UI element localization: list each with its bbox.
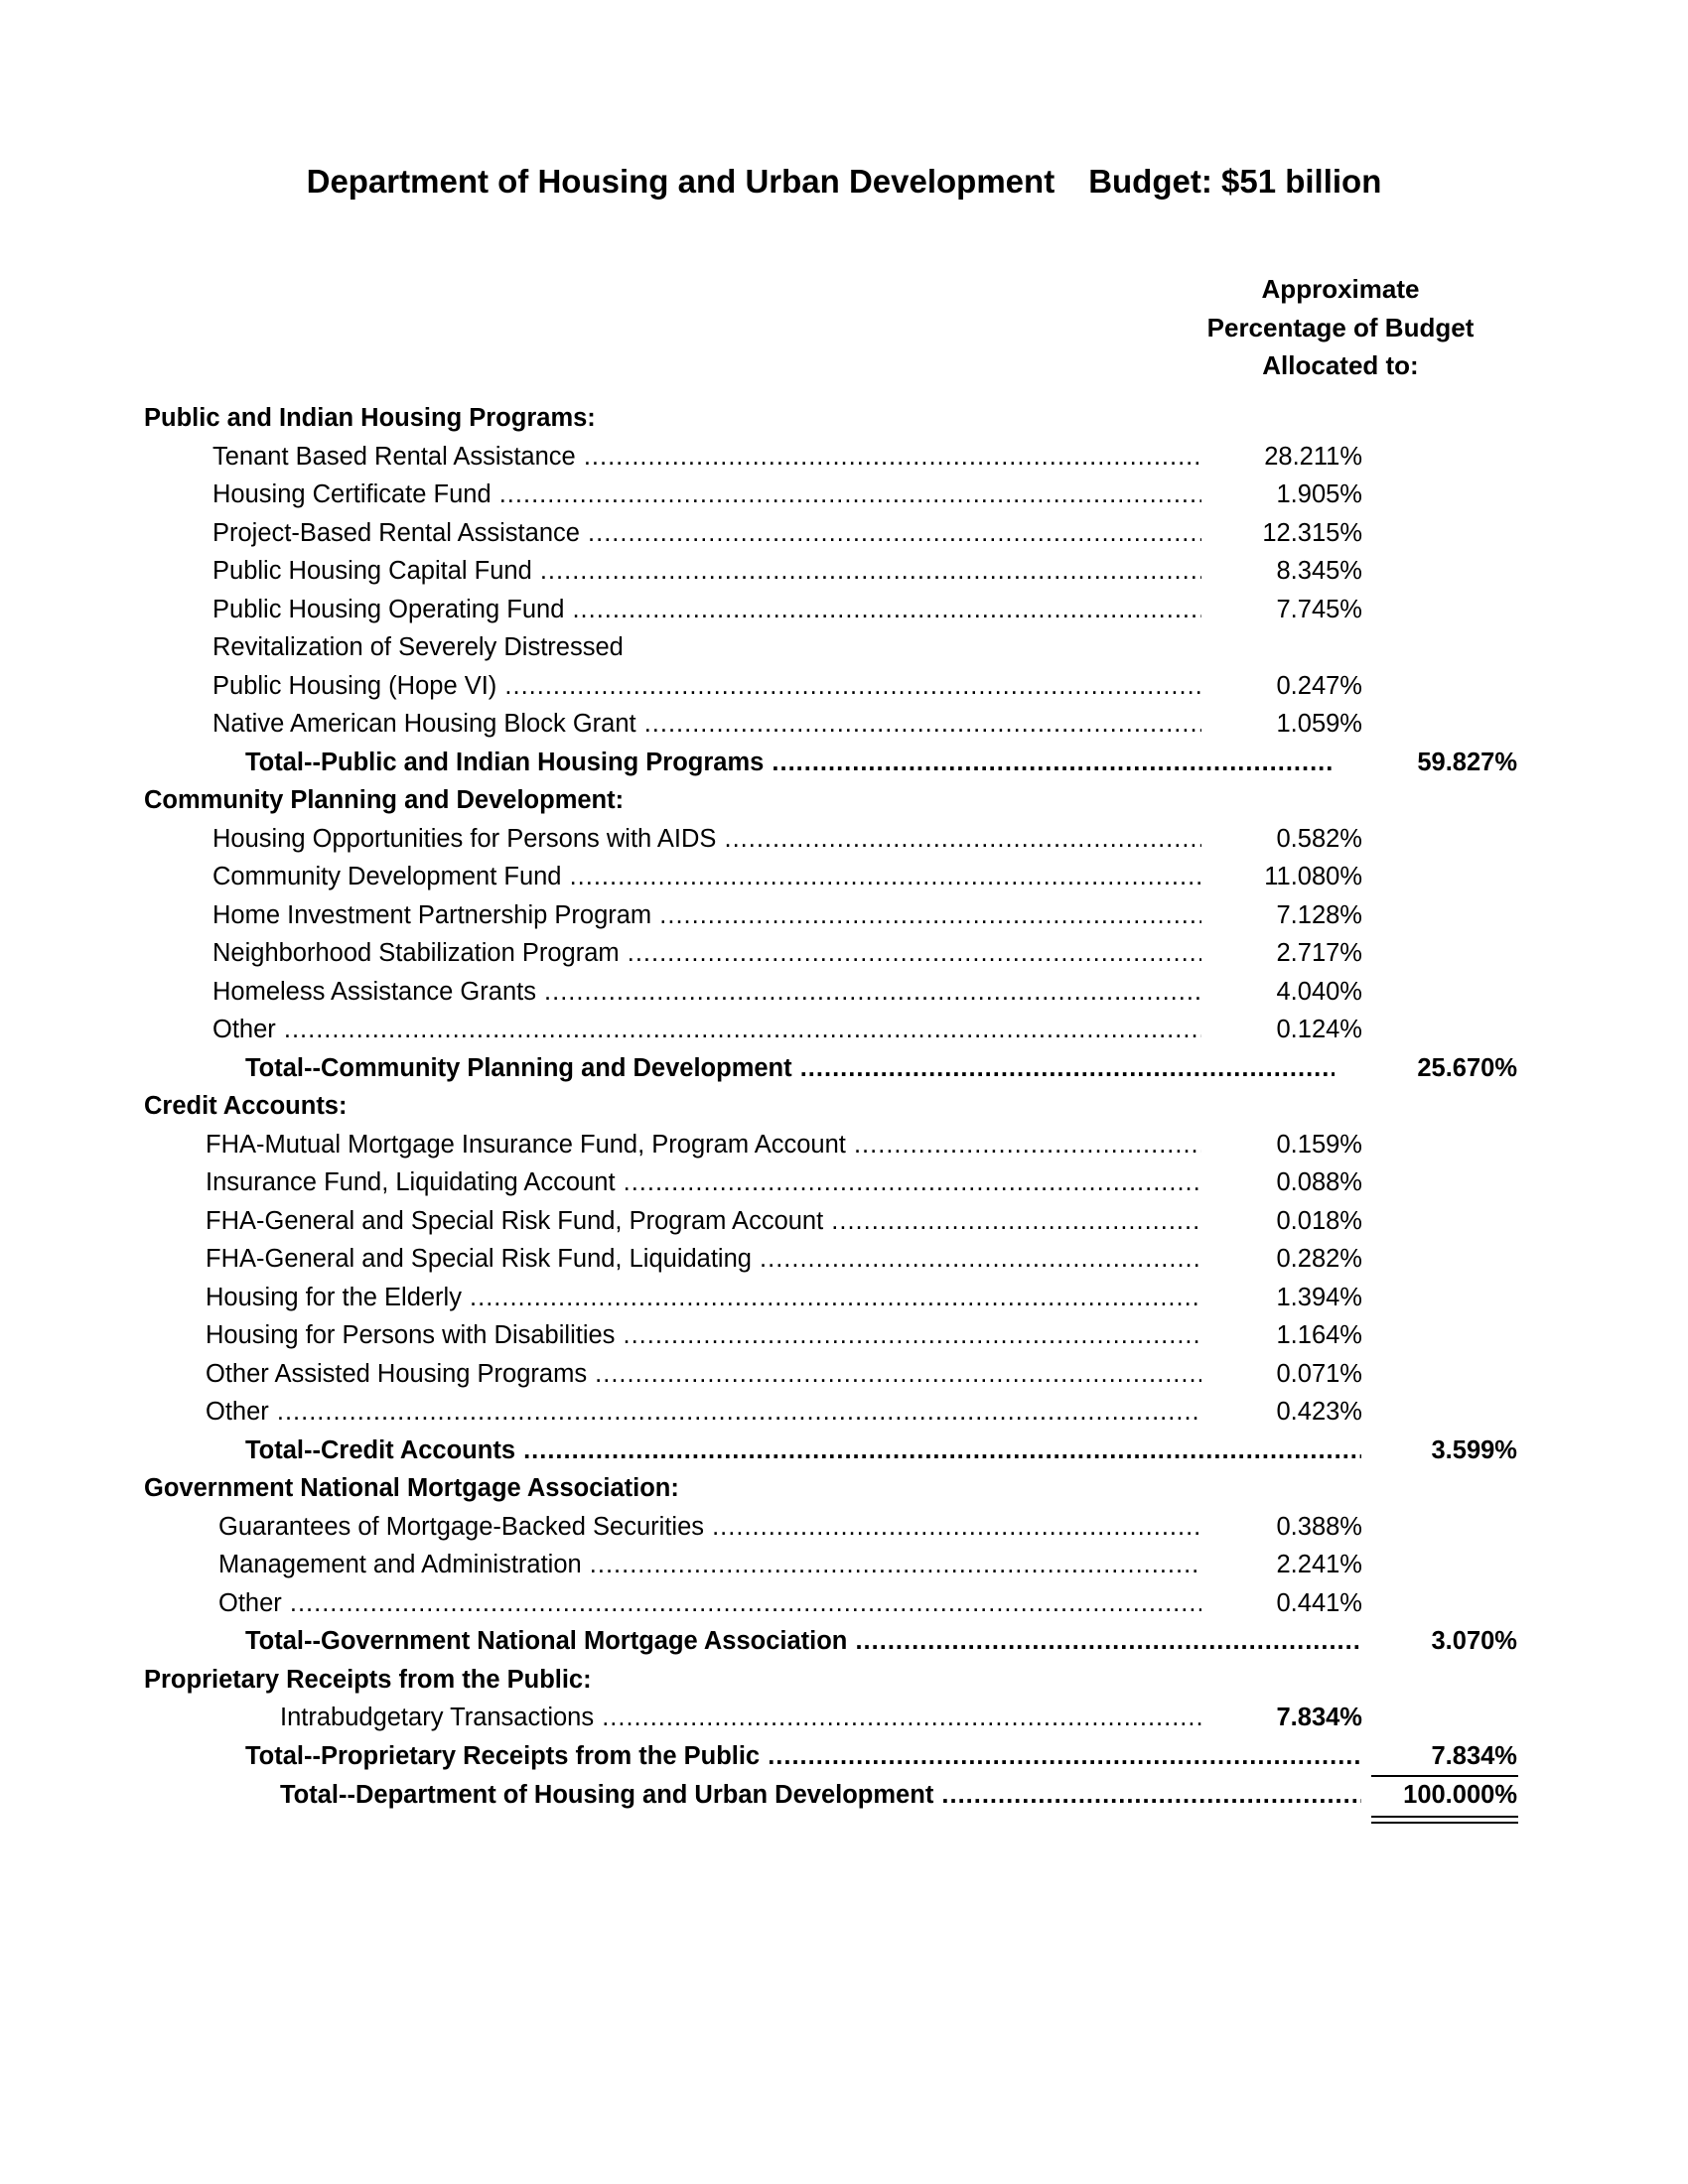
column-header-line: Approximate [1261,274,1420,304]
table-row: Housing for the Elderly ..... 1.394% [0,1279,1688,1316]
section-total-row: Total--Government National Mortgage Association ..... 3.070% [0,1622,1688,1660]
budget-title: Budget: $51 billion [1088,163,1382,200]
table-row: Insurance Fund, Liquidating Account ..... 0.088% [0,1163,1688,1201]
department-title: Department of Housing and Urban Development [306,163,1055,200]
table-row: Native American Housing Block Grant ..... 1.059% [0,705,1688,743]
percentage-column-header [1172,270,1509,385]
table-row: FHA-General and Special Risk Fund, Program Account ..... 0.018% [0,1202,1688,1240]
table-row: Other Assisted Housing Programs ..... 0.071% [0,1355,1688,1393]
grand-total-row: Total--Department of Housing and Urban Development ..... 100.000% [0,1776,1688,1814]
table-row: Revitalization of Severely Distressed [212,633,624,661]
section-total-row: Total--Proprietary Receipts from the Public ..... 7.834% [0,1737,1688,1775]
table-row: Project-Based Rental Assistance ..... 12.315% [0,514,1688,552]
table-row: Other ..... 0.124% [0,1011,1688,1048]
table-row: Management and Administration ..... 2.241% [0,1546,1688,1583]
section-heading: Community Planning and Development: [144,786,625,814]
table-row: Intrabudgetary Transactions ..... 7.834% [0,1699,1688,1736]
table-row: Neighborhood Stabilization Program ..... 2.717% [0,934,1688,972]
table-row: Housing Certificate Fund ..... 1.905% [0,476,1688,513]
section-total-row: Total--Public and Indian Housing Programs ..... 59.827% [0,744,1688,781]
table-row: Housing Opportunities for Persons with AIDS ..... 0.582% [0,820,1688,858]
table-row: Home Investment Partnership Program ..... 7.128% [0,896,1688,934]
column-header-line: Allocated to: [1262,350,1419,380]
table-row: Other ..... 0.441% [0,1584,1688,1622]
section-heading: Public and Indian Housing Programs: [144,404,596,432]
table-row: Public Housing Capital Fund ..... 8.345% [0,552,1688,590]
table-row: Other ..... 0.423% [0,1393,1688,1431]
section-heading: Credit Accounts: [144,1092,348,1120]
table-row: Community Development Fund ..... 11.080% [0,858,1688,895]
table-row: FHA-Mutual Mortgage Insurance Fund, Program Account ..... 0.159% [0,1126,1688,1163]
table-row: Tenant Based Rental Assistance ..... 28.211% [0,438,1688,476]
table-row: Guarantees of Mortgage-Backed Securities ..... 0.388% [0,1508,1688,1546]
table-row: Public Housing (Hope VI) ..... 0.247% [0,667,1688,705]
section-heading: Proprietary Receipts from the Public: [144,1666,592,1694]
section-total-row: Total--Community Planning and Development ..... 25.670% [0,1049,1688,1087]
table-row: Homeless Assistance Grants ..... 4.040% [0,973,1688,1011]
table-row: FHA-General and Special Risk Fund, Liquidating ..... 0.282% [0,1240,1688,1278]
grand-total-double-rule [1371,1816,1518,1824]
table-row: Public Housing Operating Fund ..... 7.745% [0,591,1688,628]
section-heading: Government National Mortgage Association: [144,1474,679,1502]
section-total-row: Total--Credit Accounts ..... 3.599% [0,1432,1688,1469]
page-title [0,163,1688,201]
table-row: Housing for Persons with Disabilities ..... 1.164% [0,1316,1688,1354]
column-header-line: Percentage of Budget [1206,312,1475,342]
